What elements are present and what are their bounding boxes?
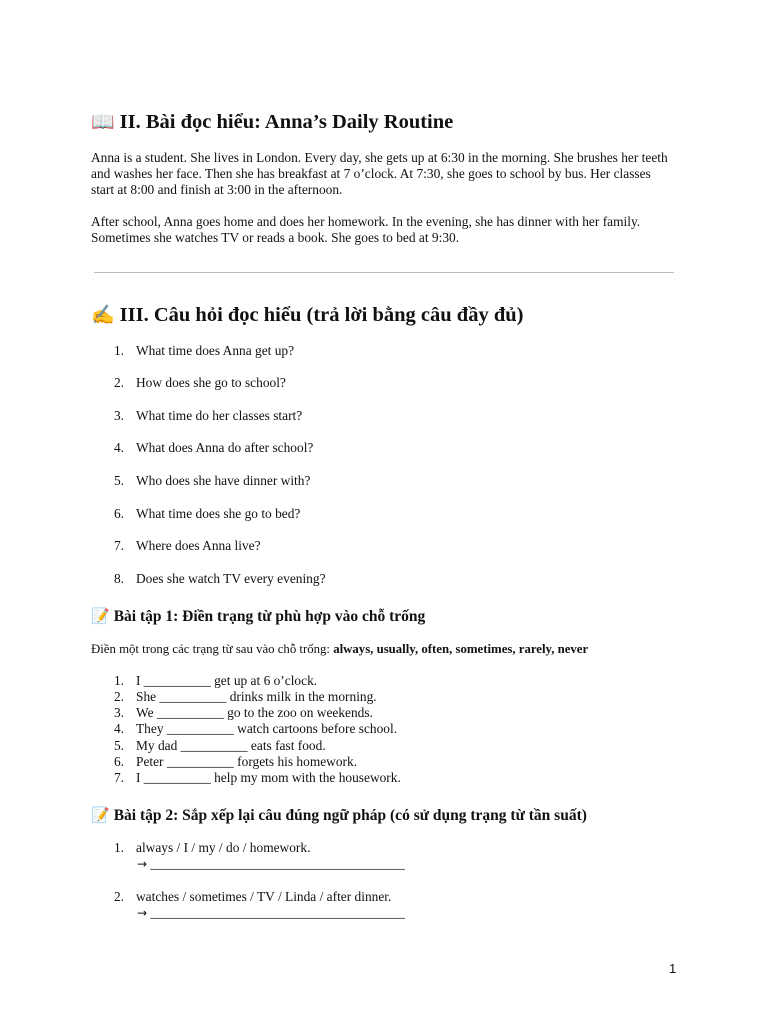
section-3-heading bbox=[91, 303, 523, 327]
item-text: My dad __________ eats fast food. bbox=[136, 738, 326, 753]
question-number: 2. bbox=[113, 375, 124, 390]
question-number: 5. bbox=[113, 473, 124, 488]
adverb-list: always, usually, often, sometimes, rarely, never bbox=[333, 642, 589, 656]
exercise-1-heading bbox=[91, 606, 425, 627]
exercise-2-heading bbox=[91, 805, 587, 826]
section-2-heading bbox=[91, 110, 453, 134]
item-text: I __________ get up at 6 o’clock. bbox=[136, 673, 318, 688]
question-number: 4. bbox=[113, 440, 124, 455]
answer-line[interactable] bbox=[137, 905, 405, 921]
question-number: 3. bbox=[113, 408, 124, 423]
question-text: What time does Anna get up? bbox=[136, 343, 295, 358]
item-text: She __________ drinks milk in the morning. bbox=[136, 689, 377, 704]
reading-paragraph-1: Anna is a student. She lives in London. Every day, she gets up at 6:30 in the morning. She brushes her teeth and washes her face. Then she has breakfast at 7 o’clock. At 7:30, she goes to school by bus. Her classes start at 8:00 and finish at 3:00 in the afternoon. bbox=[91, 150, 668, 197]
question-text: Does she watch TV every evening? bbox=[136, 571, 326, 586]
section-divider bbox=[94, 272, 674, 273]
question-text: How does she go to school? bbox=[136, 375, 286, 390]
open-book-icon: 📖 bbox=[91, 111, 115, 133]
item-text: Peter __________ forgets his homework. bbox=[136, 754, 358, 769]
item-text: I __________ help my mom with the housework. bbox=[136, 770, 401, 785]
item-number: 4. bbox=[113, 721, 124, 736]
answer-line[interactable] bbox=[137, 856, 405, 872]
item-number: 5. bbox=[113, 738, 124, 753]
page-number: 1 bbox=[669, 961, 677, 976]
item-number: 3. bbox=[113, 705, 124, 720]
question-text: Where does Anna live? bbox=[136, 538, 261, 553]
item-number: 1. bbox=[113, 840, 124, 855]
reading-paragraph-2: After school, Anna goes home and does her homework. In the evening, she has dinner with her family. Sometimes she watches TV or reads a book. She goes to bed at 9:30. bbox=[91, 214, 641, 245]
question-number: 8. bbox=[113, 571, 124, 586]
answer-blank: ______________________________________ bbox=[150, 905, 405, 920]
question-text: What time does she go to bed? bbox=[136, 506, 301, 521]
item-number: 1. bbox=[113, 673, 124, 688]
writing-hand-icon: ✍️ bbox=[91, 304, 115, 326]
arrow-icon: → bbox=[137, 857, 148, 871]
question-text: What does Anna do after school? bbox=[136, 440, 314, 455]
item-text: always / I / my / do / homework. bbox=[136, 840, 311, 855]
instruction-text: Điền một trong các trạng từ sau vào chỗ trống: bbox=[91, 642, 334, 656]
item-number: 2. bbox=[113, 889, 124, 904]
item-text: watches / sometimes / TV / Linda / after dinner. bbox=[136, 889, 392, 904]
memo-icon: 📝 bbox=[91, 607, 110, 625]
question-number: 1. bbox=[113, 343, 124, 358]
exercise-1-title: Bài tập 1: Điền trạng từ phù hợp vào chỗ trống bbox=[113, 608, 426, 625]
question-number: 7. bbox=[113, 538, 124, 553]
item-number: 6. bbox=[113, 754, 124, 769]
question-text: What time do her classes start? bbox=[136, 408, 303, 423]
item-number: 7. bbox=[113, 770, 124, 785]
answer-blank: ______________________________________ bbox=[150, 856, 405, 871]
memo-icon: 📝 bbox=[91, 806, 110, 824]
item-text: They __________ watch cartoons before school. bbox=[136, 721, 398, 736]
question-number: 6. bbox=[113, 506, 124, 521]
exercise-1-instruction bbox=[91, 641, 711, 657]
section-2-title: II. Bài đọc hiểu: Anna’s Daily Routine bbox=[119, 111, 454, 133]
item-text: We __________ go to the zoo on weekends. bbox=[136, 705, 373, 720]
exercise-2-title: Bài tập 2: Sắp xếp lại câu đúng ngữ pháp (có sử dụng trạng từ tần suất) bbox=[113, 807, 587, 824]
item-number: 2. bbox=[113, 689, 124, 704]
question-text: Who does she have dinner with? bbox=[136, 473, 311, 488]
section-3-title: III. Câu hỏi đọc hiểu (trả lời bằng câu đầy đủ) bbox=[119, 304, 524, 326]
arrow-icon: → bbox=[137, 906, 148, 920]
